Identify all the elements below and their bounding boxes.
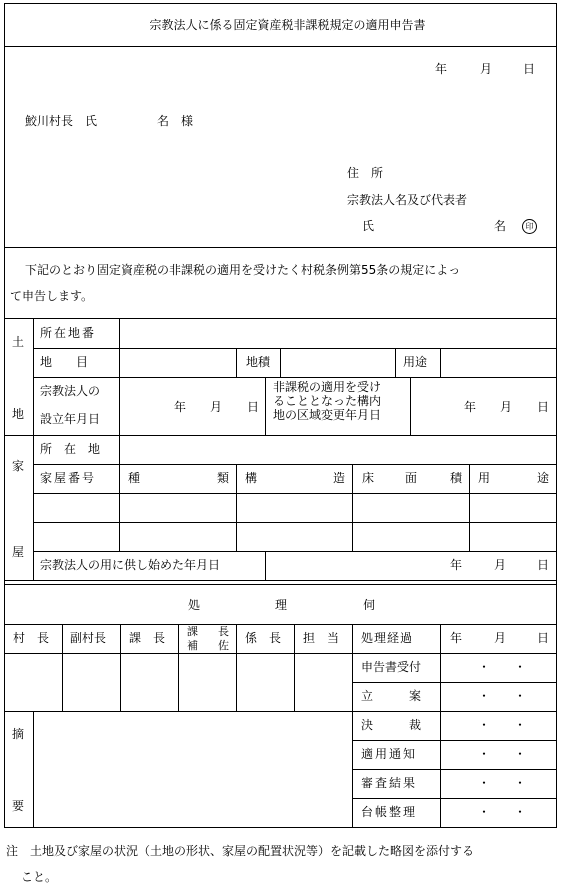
declaration-line-2: て申告します。: [10, 289, 94, 303]
house-kind-label-b: 類: [217, 471, 230, 485]
land-change-label-3: 地の区域変更年月日: [273, 408, 382, 422]
house-start-day: 日: [537, 558, 550, 572]
land-area-label: 地積: [246, 355, 271, 369]
header-prog-day: 日: [537, 631, 550, 645]
header-assistant-3: 補: [187, 639, 198, 652]
remarks-label-top: 摘: [12, 727, 25, 741]
house-use-label-b: 途: [537, 471, 550, 485]
house-kind-label-a: 種: [128, 471, 141, 485]
header-section-head: 課 長: [129, 631, 166, 645]
house-floor-label-c: 積: [450, 471, 463, 485]
step-receipt-date: ・ ・: [478, 660, 527, 674]
addressee: 鮫川村長 氏 名 様: [25, 114, 194, 128]
step-approval: 決 裁: [361, 718, 422, 732]
applicant-address-label: 住 所: [347, 166, 384, 180]
header-progress: 処理経過: [361, 631, 414, 645]
house-floor-label-a: 床: [362, 471, 375, 485]
note-line-2: こと。: [21, 870, 58, 884]
header-assistant-2: 長: [218, 625, 229, 638]
applicant-name-label: 氏 名: [362, 219, 507, 233]
header-prog-month: 月: [494, 631, 507, 645]
step-notice: 適用通知: [361, 747, 418, 761]
header-prog-year: 年: [450, 631, 463, 645]
land-use-label: 用途: [403, 355, 428, 369]
house-start-month: 月: [494, 558, 507, 572]
header-deputy-mayor: 副村長: [70, 631, 107, 645]
header-month: 月: [480, 62, 493, 76]
land-side-label-bottom: 地: [12, 407, 25, 421]
land-est-date-label-1: 宗教法人の: [40, 384, 101, 398]
land-change-day: 日: [537, 400, 550, 414]
house-floor-label-b: 面: [405, 471, 418, 485]
step-ledger: 台帳整理: [361, 805, 418, 819]
header-staff: 担 当: [303, 631, 340, 645]
step-review-date: ・ ・: [478, 776, 527, 790]
land-location-label: 所在地番: [40, 326, 97, 340]
land-est-year: 年: [174, 400, 187, 414]
land-est-month: 月: [210, 400, 223, 414]
house-structure-label-a: 構: [245, 471, 258, 485]
processing-title-1: 処: [188, 598, 201, 612]
house-location-label: 所 在 地: [40, 442, 101, 456]
step-draft-date: ・ ・: [478, 689, 527, 703]
seal-mark-icon: 印: [522, 219, 537, 234]
land-est-date-label-2: 設立年月日: [40, 412, 101, 426]
header-assistant-1: 課: [187, 625, 198, 638]
header-chief: 係 長: [245, 631, 282, 645]
land-change-label-2: ることとなった構内: [273, 394, 382, 408]
processing-title-3: 伺: [363, 598, 376, 612]
house-structure-label-b: 造: [333, 471, 346, 485]
step-review: 審査結果: [361, 776, 418, 790]
house-side-label-bottom: 屋: [12, 545, 25, 559]
header-mayor: 村 長: [13, 631, 50, 645]
house-use-label-a: 用: [478, 471, 491, 485]
step-receipt: 申告書受付: [361, 660, 422, 674]
step-notice-date: ・ ・: [478, 747, 527, 761]
land-change-year: 年: [464, 400, 477, 414]
house-number-label: 家屋番号: [40, 471, 97, 485]
house-start-date-label: 宗教法人の用に供し始めた年月日: [40, 558, 221, 572]
land-side-label-top: 土: [12, 335, 25, 349]
house-start-year: 年: [450, 558, 463, 572]
note-line-1: 注 土地及び家屋の状況（土地の形状、家屋の配置状況等）を記載した略図を添付する: [6, 844, 475, 858]
header-assistant-4: 佐: [218, 639, 229, 652]
land-est-day: 日: [247, 400, 260, 414]
header-year: 年: [435, 62, 448, 76]
form-title: 宗教法人に係る固定資産税非課税規定の適用申告書: [149, 18, 426, 32]
step-approval-date: ・ ・: [478, 718, 527, 732]
applicant-corp-label: 宗教法人名及び代表者: [347, 193, 468, 207]
land-chimoku-label: 地 目: [40, 355, 89, 369]
land-change-label-1: 非課税の適用を受け: [273, 380, 382, 394]
land-change-month: 月: [500, 400, 513, 414]
remarks-label-bottom: 要: [12, 799, 25, 813]
step-ledger-date: ・ ・: [478, 805, 527, 819]
header-day: 日: [523, 62, 536, 76]
step-draft: 立 案: [361, 689, 422, 703]
declaration-line-1: 下記のとおり固定資産税の非課税の適用を受けたく村税条例第55条の規定によっ: [25, 263, 461, 277]
house-side-label-top: 家: [12, 459, 25, 473]
processing-title-2: 理: [275, 598, 288, 612]
